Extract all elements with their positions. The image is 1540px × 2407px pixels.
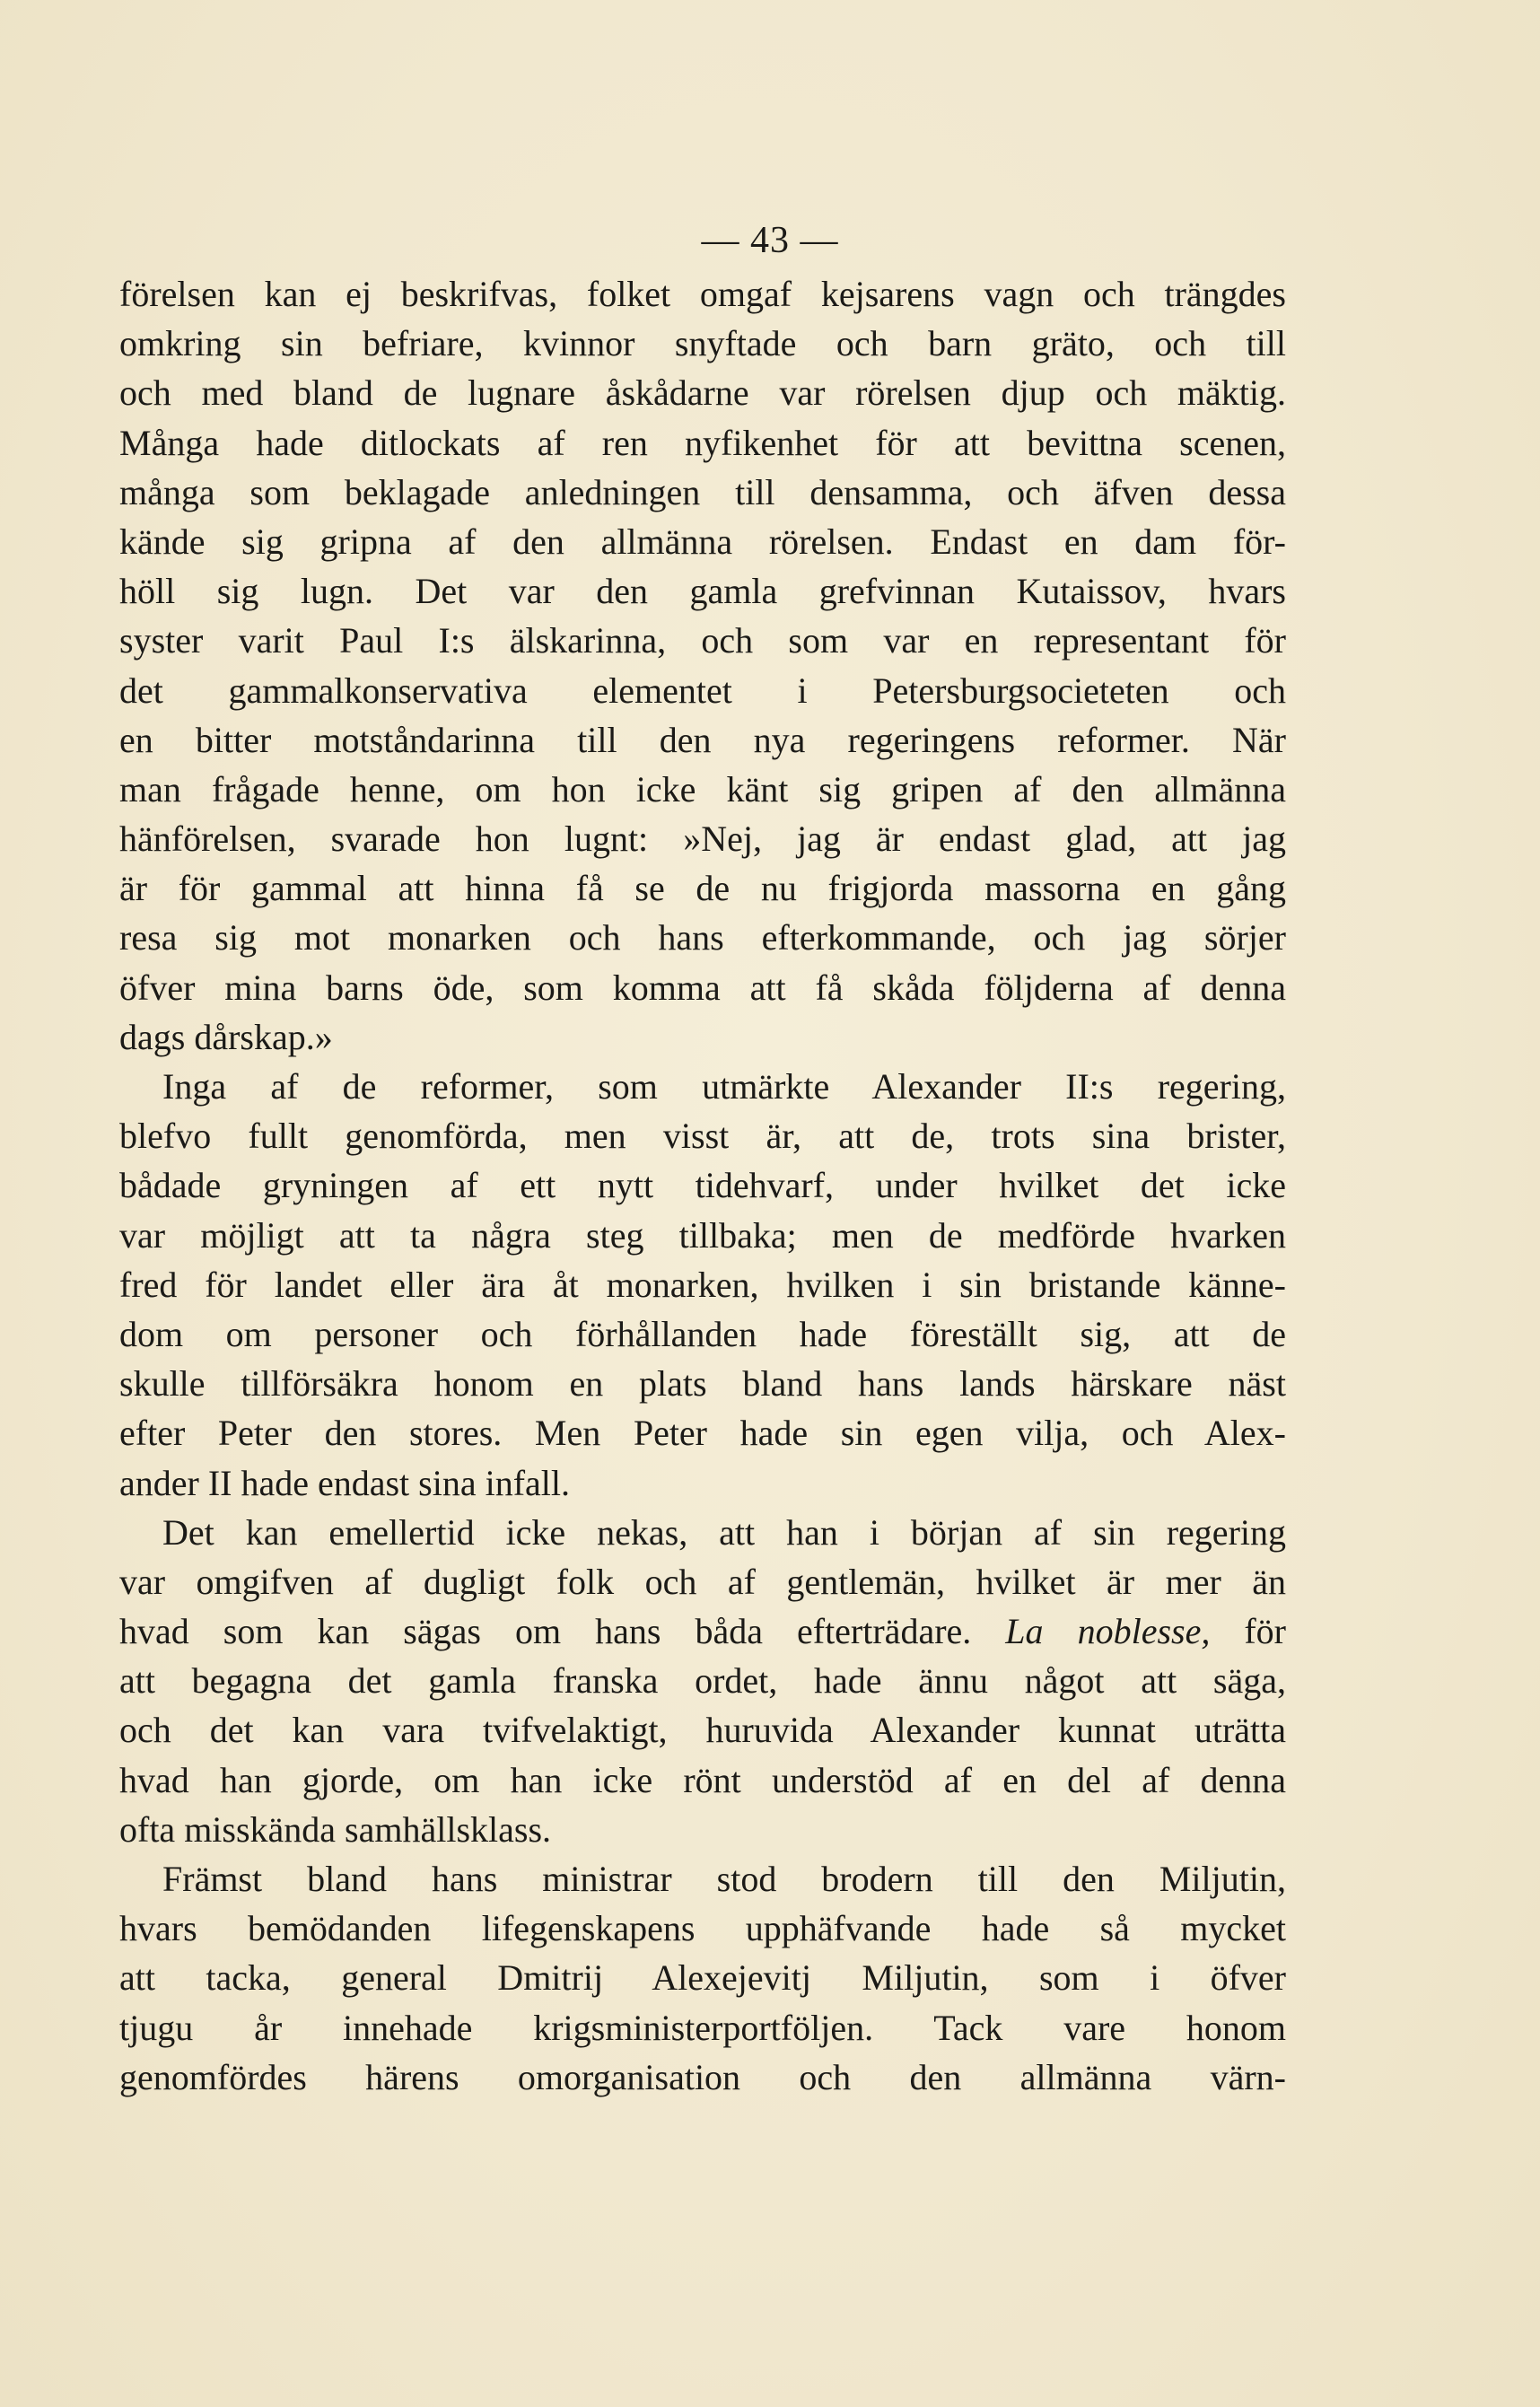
text-line: blefvo fullt genomförda, men visst är, att de, trots sina brister, xyxy=(119,1116,1286,1157)
text-line: ofta misskända samhällsklass. xyxy=(119,1808,552,1850)
paragraph-2 xyxy=(119,1062,1286,1508)
text-line: resa sig mot monarken och hans efterkommande, och jag sörjer xyxy=(119,917,1286,958)
body-text xyxy=(119,269,1286,2102)
text-line: bådade gryningen af ett nytt tidehvarf, under hvilket det icke xyxy=(119,1165,1286,1206)
text-line: att tacka, general Dmitrij Alexejevitj Miljutin, som i öfver xyxy=(119,1957,1286,1999)
text-line: var omgifven af dugligt folk och af gentlemän, hvilket är mer än xyxy=(119,1561,1286,1602)
text-line: var möjligt att ta några steg tillbaka; men de medförde hvarken xyxy=(119,1214,1286,1256)
text-line: och med bland de lugnare åskådarne var rörelsen djup och mäktig. xyxy=(119,372,1286,414)
text-line: tjugu år innehade krigsministerportföljen. Tack vare honom xyxy=(119,2007,1286,2048)
text-line: förelsen kan ej beskrifvas, folket omgaf kejsarens vagn och trängdes xyxy=(119,274,1286,314)
text-line: en bitter motståndarinna till den nya regeringens reformer. När xyxy=(119,719,1286,760)
text-line: höll sig lugn. Det var den gamla grefvinnan Kutaissov, hvars xyxy=(119,571,1286,612)
text-line: Det kan emellertid icke nekas, att han i början af sin regering xyxy=(162,1511,1286,1553)
text-line: hänförelsen, svarade hon lugnt: »Nej, jag är endast glad, att jag xyxy=(119,818,1286,860)
text-line: det gammalkonservativa elementet i Petersburgsocieteten och xyxy=(119,670,1286,711)
text-line: efter Peter den stores. Men Peter hade sin egen vilja, och Alex- xyxy=(119,1413,1286,1454)
page-number: — 43 — xyxy=(701,220,839,261)
text-line: man frågade henne, om hon icke känt sig gripen af den allmänna xyxy=(119,768,1286,810)
text-line: ander II hade endast sina infall. xyxy=(119,1462,571,1503)
text-line: Inga af de reformer, som utmärkte Alexander II:s regering, xyxy=(162,1066,1286,1107)
italic-phrase: La noblesse, xyxy=(1005,1611,1211,1652)
text-line: och det kan vara tvifvelaktigt, huruvida Alexander kunnat uträtta xyxy=(119,1710,1286,1751)
text-line: skulle tillförsäkra honom en plats bland hans lands härskare näst xyxy=(119,1363,1286,1405)
text-line: syster varit Paul I:s älskarinna, och som var en representant för xyxy=(119,620,1286,661)
text-line-with-italic xyxy=(119,1606,1286,1656)
text-line: genomfördes härens omorganisation och den allmänna värn- xyxy=(119,2056,1286,2097)
text-line: är för gammal att hinna få se de nu frigjorda massorna en gång xyxy=(119,868,1286,909)
paragraph-1 xyxy=(119,269,1286,1062)
paragraph-4 xyxy=(119,1854,1286,2102)
text-line: hvad han gjorde, om han icke rönt understöd af en del af denna xyxy=(119,1759,1286,1800)
paragraph-3 xyxy=(119,1508,1286,1854)
text-line: öfver mina barns öde, som komma att få skåda följderna af denna xyxy=(119,967,1286,1008)
text-segment: hvad som kan sägas om hans båda efterträdare. xyxy=(119,1611,972,1652)
text-line: omkring sin befriare, kvinnor snyftade och barn gräto, och till xyxy=(119,323,1286,364)
text-line: fred för landet eller ära åt monarken, hvilken i sin bristande känne- xyxy=(119,1264,1286,1305)
text-line: många som beklagade anledningen till densamma, och äfven dessa xyxy=(119,471,1286,512)
text-line: Främst bland hans ministrar stod brodern till den Miljutin, xyxy=(162,1859,1286,1899)
text-line: kände sig gripna af den allmänna rörelsen. Endast en dam för- xyxy=(119,521,1286,562)
text-segment: för xyxy=(1244,1611,1286,1652)
text-line: att begagna det gamla franska ordet, hade ännu något att säga, xyxy=(119,1660,1286,1702)
text-line: dom om personer och förhållanden hade föreställt sig, att de xyxy=(119,1313,1286,1354)
text-line: dags dårskap.» xyxy=(119,1016,333,1057)
text-line: hvars bemödanden lifegenskapens upphäfvande hade så mycket xyxy=(119,1908,1286,1949)
text-line: Många hade ditlockats af ren nyfikenhet för att bevittna scenen, xyxy=(119,422,1286,463)
